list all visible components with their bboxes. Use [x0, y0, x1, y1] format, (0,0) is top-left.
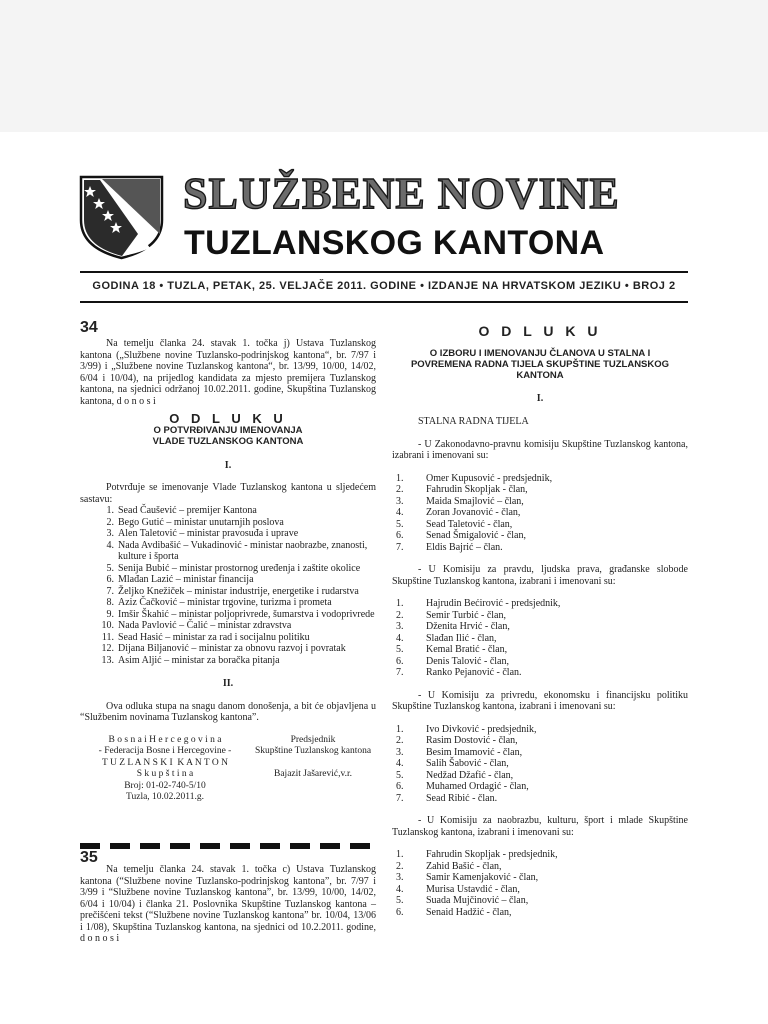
item-number: 1. — [396, 598, 404, 609]
list-item — [392, 484, 688, 496]
item-number: 2. — [396, 484, 404, 495]
item-text: Alen Taletović – ministar pravosuđa i uprave — [118, 528, 299, 539]
item-number: 6. — [106, 574, 114, 585]
item-text: Nedžad Džafić - član, — [426, 769, 514, 781]
item-text: Senaid Hadžić - član, — [426, 906, 512, 918]
list-item — [392, 473, 688, 485]
list-item — [392, 621, 688, 633]
list-item — [392, 849, 688, 861]
item-text: Imšir Škahić – ministar poljoprivrede, šumarstva i vodoprivrede — [118, 608, 375, 620]
section-number: I. — [224, 459, 232, 471]
item-number: 2. — [106, 516, 114, 528]
item-text: Maida Smajlović – član, — [426, 495, 524, 507]
member-list — [392, 598, 688, 679]
item-text: Salih Šabović - član, — [426, 758, 509, 769]
list-item — [90, 517, 376, 529]
list-item — [392, 861, 688, 873]
section-text: Potvrđuje se imenovanje Vlade Tuzlanskog kantona u sljedećem sastavu: — [80, 482, 376, 505]
list-item — [392, 530, 688, 542]
item-number: 3. — [106, 528, 114, 539]
item-number: 6. — [396, 530, 404, 541]
list-item — [392, 542, 688, 554]
article-intro: Na temelju članka 24. stavak 1. točka j) Ustava Tuzlanskog kantona („Službene novine Tuzlansko-podrinjskog kantona“, br. 7/97 i 3/99) i „Službene novine Tuzlanskog kantona“, br. 13/99, 10/00, 14/02, 6/04 i 10/04), na prijedlog kandidata za mjesto premijera Tuzlanskog kantona, na sjednici održanoj 10.02.2011. godine, Skupština Tuzlanskog kantona, d o n o s i — [80, 338, 376, 407]
article-number: 34 — [80, 319, 98, 336]
list-item — [392, 758, 688, 770]
separator-dashes — [80, 843, 376, 849]
item-text: Senad Šmigalović - član, — [426, 530, 526, 541]
committee-block — [392, 564, 688, 679]
list-item — [90, 528, 376, 540]
item-text: Ranko Pejanović - član. — [426, 667, 522, 678]
item-number: 4. — [106, 539, 114, 551]
list-item — [392, 633, 688, 645]
item-number: 7. — [396, 792, 404, 804]
item-number: 12. — [101, 643, 114, 654]
item-text: Zahid Bašić - član, — [426, 860, 502, 872]
item-number: 1. — [396, 472, 404, 484]
item-text: Besim Imamović - član, — [426, 746, 523, 758]
item-number: 4. — [396, 632, 404, 644]
item-number: 7. — [396, 541, 404, 553]
committee-list — [392, 439, 688, 919]
section-text: Ova odluka stupa na snagu danom donošenja, a bit će objavljena u “Službenim novinama Tuzlanskog kantona”. — [80, 700, 376, 723]
issuer-line: B o s n a i H e r c e g o v i n a — [108, 734, 222, 745]
article-35 — [80, 849, 376, 945]
item-number: 5. — [106, 562, 114, 574]
item-number: 13. — [101, 654, 114, 666]
item-text: Omer Kupusović - predsjednik, — [426, 472, 553, 484]
decision-right — [392, 323, 688, 918]
signatory-line: Skupštine Tuzlanskog kantona — [254, 746, 372, 756]
list-item — [90, 632, 376, 644]
item-text: Aziz Čačković – ministar trgovine, turizma i prometa — [118, 597, 332, 608]
item-text: Asim Aljić – ministar za boračka pitanja — [118, 654, 280, 666]
item-number: 3. — [396, 495, 404, 507]
item-text: Kemal Bratić - član, — [426, 644, 508, 655]
article-number: 35 — [80, 849, 98, 866]
item-text: Sead Hasić – ministar za rad i socijalnu politiku — [118, 631, 310, 643]
issuer-block — [80, 735, 250, 804]
coat-of-arms-icon — [78, 174, 165, 260]
item-number: 3. — [396, 746, 404, 758]
item-number: 1. — [396, 723, 404, 735]
item-text: Dženita Hrvić - član, — [426, 621, 510, 632]
issuer-line: Tuzla, 10.02.2011.g. — [126, 792, 204, 802]
list-item — [392, 724, 688, 736]
list-item — [90, 597, 376, 609]
item-number: 11. — [101, 631, 114, 643]
member-list — [392, 724, 688, 805]
item-number: 4. — [396, 883, 404, 895]
item-text: Hajrudin Bećirović - predsjednik, — [426, 598, 561, 609]
list-item — [392, 735, 688, 747]
issue-line: GODINA 18 • TUZLA, PETAK, 25. VELJAČE 2011. GODINE • IZDANJE NA HRVATSKOM JEZIKU • BROJ 2 — [92, 280, 676, 292]
item-text: Rasim Dostović - član, — [426, 735, 518, 746]
item-text: Ivo Divković - predsjednik, — [426, 723, 537, 735]
committee-block — [392, 815, 688, 918]
item-text: Dijana Biljanović – ministar za obnovu razvoj i povratak — [118, 643, 346, 654]
government-list — [80, 505, 376, 666]
list-item — [392, 884, 688, 896]
issuer-line: T U Z L A N S K I K A N T O N — [101, 757, 229, 768]
decision-subheading: O POTVRĐIVANJU IMENOVANJA VLADE TUZLANSKOG KANTONA — [152, 424, 304, 447]
list-item — [90, 505, 376, 517]
decision-subheading: O IZBORU I IMENOVANJU ČLANOVA U STALNA I POVREMENA RADNA TIJELA SKUPŠTINE TUZLANSKOG KANTONA — [410, 347, 670, 381]
item-number: 5. — [396, 769, 404, 781]
item-text: Nada Avdibašić – Vukadinović - ministar naobrazbe, znanosti, kulture i športa — [118, 539, 368, 562]
item-text: Sead Čaušević – premijer Kantona — [118, 505, 257, 516]
committee-block — [392, 439, 688, 554]
masthead-subtitle: TUZLANSKOG KANTONA — [184, 224, 605, 262]
item-text: Semir Turbić - član, — [426, 609, 506, 621]
issuer-line: Broj: 01-02-740-5/10 — [124, 780, 206, 791]
item-text: Fahrudin Skopljak - predsjednik, — [426, 849, 558, 860]
list-item — [392, 667, 688, 679]
item-text: Mlađan Lazić – ministar financija — [118, 574, 254, 585]
item-text: Slađan Ilić - član, — [426, 632, 497, 644]
item-text: Murisa Ustavdić - član, — [426, 883, 520, 895]
list-item — [392, 610, 688, 622]
list-item — [392, 872, 688, 884]
signatory-block — [250, 735, 376, 804]
member-list — [392, 849, 688, 918]
article-34 — [80, 319, 376, 804]
item-number: 3. — [396, 621, 404, 632]
item-number: 10. — [101, 620, 114, 631]
committee-intro: - U Zakonodavno-pravnu komisiju Skupštine Tuzlanskog kantona, izabrani i imenovani su: — [392, 438, 688, 461]
item-number: 5. — [396, 895, 404, 906]
item-text: Senija Bubić – ministar prostornog uređenja i zaštite okolice — [118, 562, 361, 574]
committee-intro: - U Komisiju za naobrazbu, kulturu, šport i mlade Skupštine Tuzlanskog kantona, izabrani i imenovani su: — [392, 815, 688, 838]
masthead-title: SLUŽBENE NOVINE — [183, 169, 620, 218]
item-number: 7. — [396, 667, 404, 678]
item-text: Željko Knežiček – ministar industrije, energetike i rudarstva — [118, 585, 359, 597]
item-number: 6. — [396, 655, 404, 667]
masthead-rule-top — [80, 271, 688, 273]
item-text: Muhamed Ordagić - član, — [426, 781, 529, 792]
issuer-line: S k u p š t i n a — [136, 769, 194, 779]
item-text: Fahrudin Skopljak - član, — [426, 484, 528, 495]
list-item — [392, 793, 688, 805]
list-item — [90, 643, 376, 655]
list-item — [392, 895, 688, 907]
item-text: Zoran Jovanović - član, — [426, 507, 521, 518]
item-number: 2. — [396, 860, 404, 872]
item-number: 7. — [106, 585, 114, 597]
list-item — [90, 609, 376, 621]
signatory-line: Predsjednik — [290, 734, 336, 745]
signatory-line — [250, 758, 376, 770]
item-number: 2. — [396, 735, 404, 746]
list-item — [90, 586, 376, 598]
item-number: 9. — [106, 608, 114, 620]
item-number: 4. — [396, 507, 404, 518]
list-item — [392, 507, 688, 519]
item-text: Denis Talović - član, — [426, 655, 509, 667]
issuer-line: - Federacija Bosne i Hercegovine - — [98, 746, 232, 756]
scan-border — [0, 0, 768, 132]
committee-block — [392, 690, 688, 805]
list-item — [392, 747, 688, 759]
item-number: 5. — [396, 644, 404, 655]
item-number: 2. — [396, 609, 404, 621]
item-number: 6. — [396, 906, 404, 918]
article-intro: Na temelju članka 24. stavak 1. točka c) Ustava Tuzlanskog kantona (“Službene novine Tuzlansko-podrinjskog kantona”, br. 7/97 i 3/99 i “Službene novine Tuzlanskog kantona”, br. 13/99, 10/00, 14/02, 6/04 i 10/04) i članka 21. Poslovnika Skupštine Tuzlanskog kantona – prečišćeni tekst (“Službene novine Tuzlanskog kantona” br. 10/04, 13/06 i 1/08), Skupština Tuzlanskog kantona, na sjednici od 10.2.2011. godine, d o n o s i — [80, 864, 376, 944]
list-item — [90, 563, 376, 575]
item-text: Nada Pavlović – Čalić – ministar zdravstva — [118, 620, 292, 631]
item-text: Sead Taletović - član, — [426, 518, 513, 530]
item-text: Bego Gutić – ministar unutarnjih poslova — [118, 516, 284, 528]
list-item — [392, 781, 688, 793]
section-number: I. — [536, 392, 544, 404]
list-item — [392, 598, 688, 610]
item-number: 5. — [396, 518, 404, 530]
item-text: Sead Ribić - član. — [426, 792, 498, 804]
list-item — [392, 644, 688, 656]
signature-block — [80, 735, 376, 804]
list-item — [392, 770, 688, 782]
item-number: 4. — [396, 758, 404, 769]
list-item — [392, 496, 688, 508]
committee-intro: - U Komisiju za privredu, ekonomsku i financijsku politiku Skupštine Tuzlanskog kantona, izabrani i imenovani su: — [392, 689, 688, 712]
list-item — [392, 656, 688, 668]
list-item — [90, 574, 376, 586]
list-item — [90, 655, 376, 667]
member-list — [392, 473, 688, 554]
section-title: STALNA RADNA TIJELA — [418, 416, 529, 427]
section-number: II. — [222, 678, 234, 689]
decision-heading: O D L U K U — [478, 323, 602, 339]
committee-intro: - U Komisiju za pravdu, ljudska prava, građanske slobode Skupštine Tuzlanskog kantona, izabrani i imenovani su: — [392, 564, 688, 587]
masthead-rule-bottom — [80, 301, 688, 303]
signatory-line: Bajazit Jašarević,v.r. — [274, 769, 352, 779]
item-text: Eldis Bajrić – član. — [426, 541, 503, 553]
list-item — [90, 620, 376, 632]
item-text: Samir Kamenjaković - član, — [426, 872, 539, 883]
list-item — [392, 907, 688, 919]
item-number: 1. — [106, 505, 114, 516]
list-item — [392, 519, 688, 531]
item-number: 1. — [396, 849, 404, 860]
item-number: 3. — [396, 872, 404, 883]
decision-heading: O D L U K U — [169, 411, 287, 426]
item-number: 6. — [396, 781, 404, 792]
item-number: 8. — [106, 597, 114, 608]
list-item — [90, 540, 376, 563]
item-text: Suada Mujčinović – član, — [426, 895, 529, 906]
